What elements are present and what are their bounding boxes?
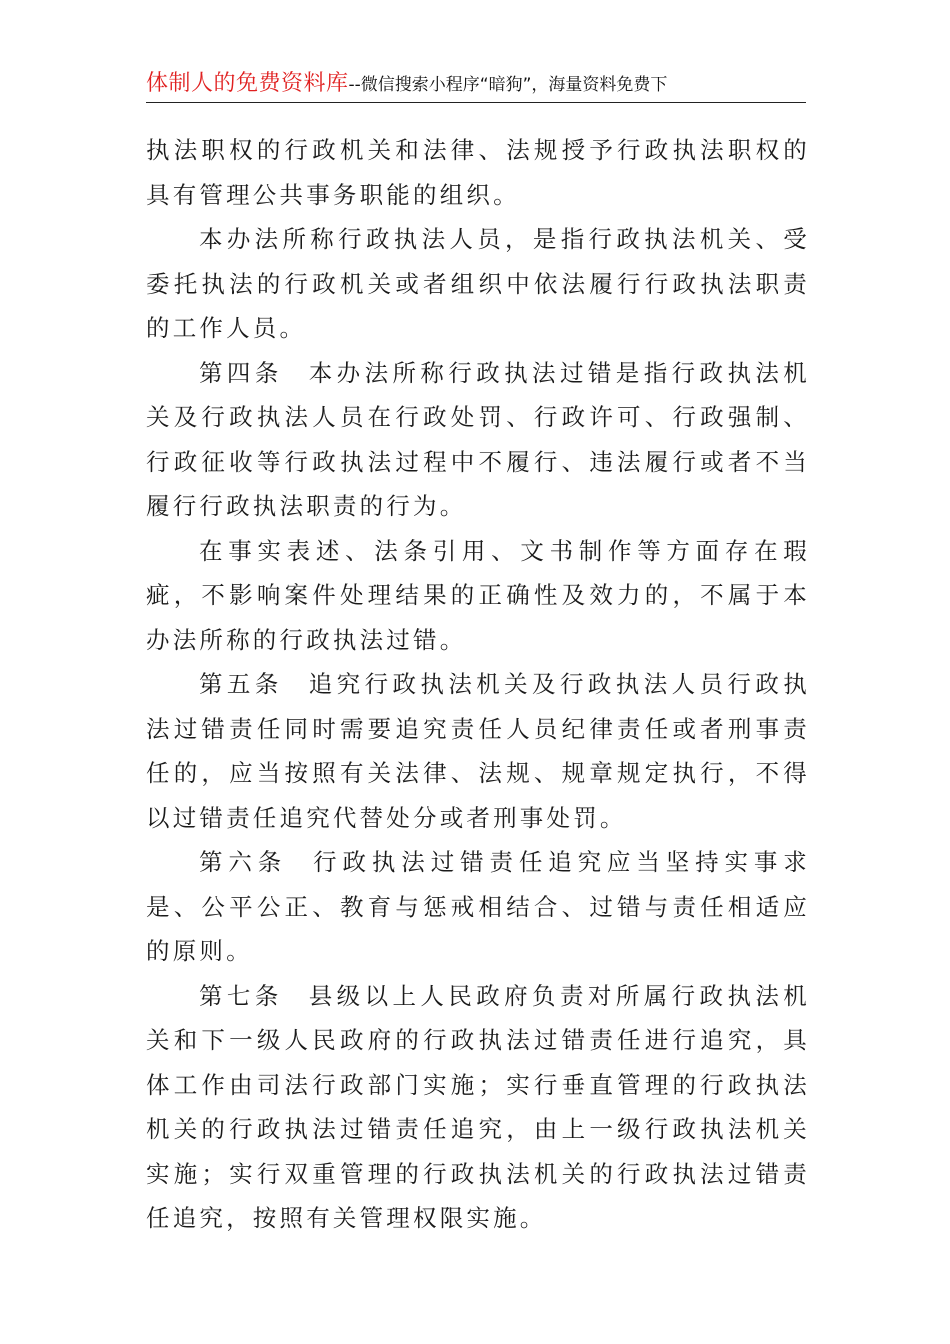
paragraph-text: 本办法所称行政执法人员，是指行政执法机关、受委托执法的行政机关或者组织中依法履行行政执法职责的工作人员。 [146,225,810,342]
paragraph-text: 行政执法过错责任追究应当坚持实事求是、公平公正、教育与惩戒相结合、过错与责任相适应的原则。 [146,848,810,965]
paragraph [146,217,810,351]
paragraph-text: 在事实表述、法条引用、文书制作等方面存在瑕疵，不影响案件处理结果的正确性及效力的，不属于本办法所称的行政执法过错。 [146,536,810,654]
paragraph-text: 县级以上人民政府负责对所属行政执法机关和下一级人民政府的行政执法过错责任进行追究，具体工作由司法行政部门实施；实行垂直管理的行政执法机关的行政执法过错责任追究，由上一级行政执法机关实施；实行双重管理的行政执法机关的行政执法过错责任追究，按照有关管理权限实施。 [146,981,810,1232]
paragraph-text: 执法职权的行政机关和法律、法规授予行政执法职权的具有管理公共事务职能的组织。 [146,136,810,209]
header-brand: 体制人的免费资料库 [146,71,349,96]
page-header [146,66,806,103]
article-label: 第六条 [199,848,288,876]
header-tagline: --微信搜索小程序“暗狗”，海量资料免费下 [348,75,668,95]
paragraph [146,529,810,663]
paragraph-text: 追究行政执法机关及行政执法人员行政执法过错责任同时需要追究责任人员纪律责任或者刑事责任的，应当按照有关法律、法规、规章规定执行，不得以过错责任追究代替处分或者刑事处罚。 [146,670,810,832]
article-5 [146,662,810,840]
paragraph-text: 本办法所称行政执法过错是指行政执法机关及行政执法人员在行政处罚、行政许可、行政强制、行政征收等行政执法过程中不履行、违法履行或者不当履行行政执法职责的行为。 [146,358,810,520]
article-label: 第七条 [199,981,283,1010]
paragraph-continuation [146,128,810,217]
article-label: 第五条 [199,670,283,698]
document-body [146,128,810,1241]
article-6 [146,840,810,974]
article-label: 第四条 [199,358,283,387]
article-7 [146,974,810,1241]
article-4 [146,351,810,529]
